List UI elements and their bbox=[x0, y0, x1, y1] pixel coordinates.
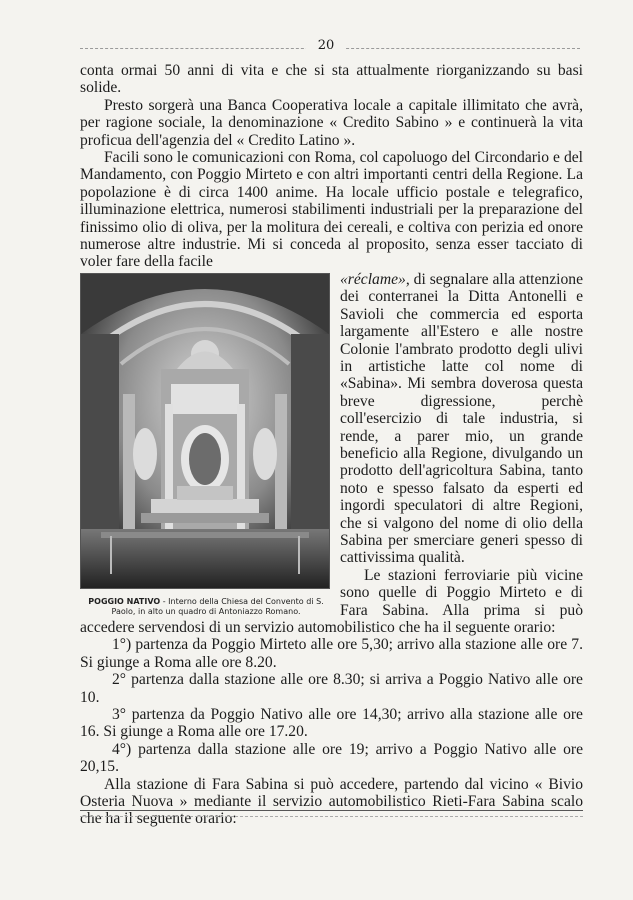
church-illustration bbox=[81, 274, 329, 588]
paragraph-3-part-a: Facili sono le comunicazioni con Roma, col capoluogo del Circondario e del Mandamento, con Poggio Mirteto e con altri importanti centri della Regione. La popolazione è di circa 1400 anime. Ha locale ufficio postale e telegrafico, illuminazione elettrica, numerosi stabilimenti industriali per la preparazione del finissimo olio di oliva, per la molitura dei cereali, e coltiva con perizia ed onore numerose altre industrie. Mi si conceda al proposito, senza esser tacciato di voler fare della facile bbox=[80, 149, 583, 271]
figure-caption bbox=[80, 597, 332, 617]
body-text bbox=[80, 62, 583, 828]
schedule-num: 1°) bbox=[112, 636, 132, 654]
schedule-text: partenza dalla stazione alle ore 19; arrivo a Poggio Nativo alle ore 20,15. bbox=[80, 740, 583, 776]
footer-rule bbox=[80, 810, 583, 811]
schedule-item bbox=[80, 706, 583, 741]
caption-title: POGGIO NATIVO bbox=[88, 596, 161, 606]
church-interior-photo bbox=[80, 273, 330, 589]
reclame-word: «réclame» bbox=[340, 270, 406, 288]
schedule-item bbox=[80, 636, 583, 671]
paragraph-3-part-b: , di segnalare alla attenzione dei conterranei la Ditta Antonelli e Savioli che commercia ed esporta largamente all'Estero e alle nostre Colonie l'ambrato prodotto degli ulivi in artistiche latte col nome di «Sabina». Mi sembra doverosa questa breve digressione, perchè coll'esercizio di tale industria, si rende, a parer mio, un grande beneficio alla Regione, divulgando un prodotto dell'agricoltura Sabina, tanto noto e spesso falsato da esperti ed ingordi speculatori di altre Regioni, che si valgono del nome di olio della Sabina per smerciare generi spesso di cattivissima qualità. bbox=[340, 270, 583, 567]
footer-rule-dashed bbox=[80, 816, 583, 817]
schedule-num: 3° bbox=[112, 706, 127, 724]
schedule-num: 2° bbox=[112, 671, 127, 689]
schedule-text: partenza dalla stazione alle ore 8.30; si arriva a Poggio Nativo alle ore 10. bbox=[80, 671, 583, 706]
page-number: 20 bbox=[306, 38, 346, 53]
caption-text: - Interno della Chiesa del Convento di S. Paolo, in alto un quadro di Antoniazzo Romano. bbox=[111, 596, 324, 616]
paragraph-5: Alla stazione di Fara Sabina si può accedere, partendo dal vicino « Bivio Osteria Nuova » mediante il servizio automobilistico Rieti-Fara Sabina scalo che ha il seguente orario: bbox=[80, 775, 583, 828]
paragraph-1: conta ormai 50 anni di vita e che si sta attualmente riorganizzando su basi solide. bbox=[80, 62, 583, 97]
schedule-list bbox=[80, 636, 583, 775]
paragraph-3 bbox=[80, 149, 583, 271]
schedule-num: 4°) bbox=[112, 740, 132, 758]
paragraph-4: Le stazioni ferroviarie più vicine sono quelle di Poggio Mirteto e di Fara Sabina. Alla prima si può accedere servendosi di un servizio automobilistico che ha il seguente orario: bbox=[80, 566, 583, 636]
church-figure bbox=[80, 273, 332, 617]
paragraph-2: Presto sorgerà una Banca Cooperativa locale a capitale illimitato che avrà, per ragione sociale, la denominazione « Credito Sabino » e continuerà la vita proficua dell'agenzia del « Credito Latino ». bbox=[80, 96, 583, 149]
schedule-text: partenza da Poggio Nativo alle ore 14,30; arrivo alla stazione alle ore 16. Si giunge a Roma alle ore 17.20. bbox=[80, 706, 583, 741]
schedule-text: partenza da Poggio Mirteto alle ore 5,30; arrivo alla stazione alle ore 7. Si giunge a Roma alle ore 8.20. bbox=[80, 636, 583, 671]
schedule-item bbox=[80, 741, 583, 776]
schedule-item bbox=[80, 671, 583, 706]
